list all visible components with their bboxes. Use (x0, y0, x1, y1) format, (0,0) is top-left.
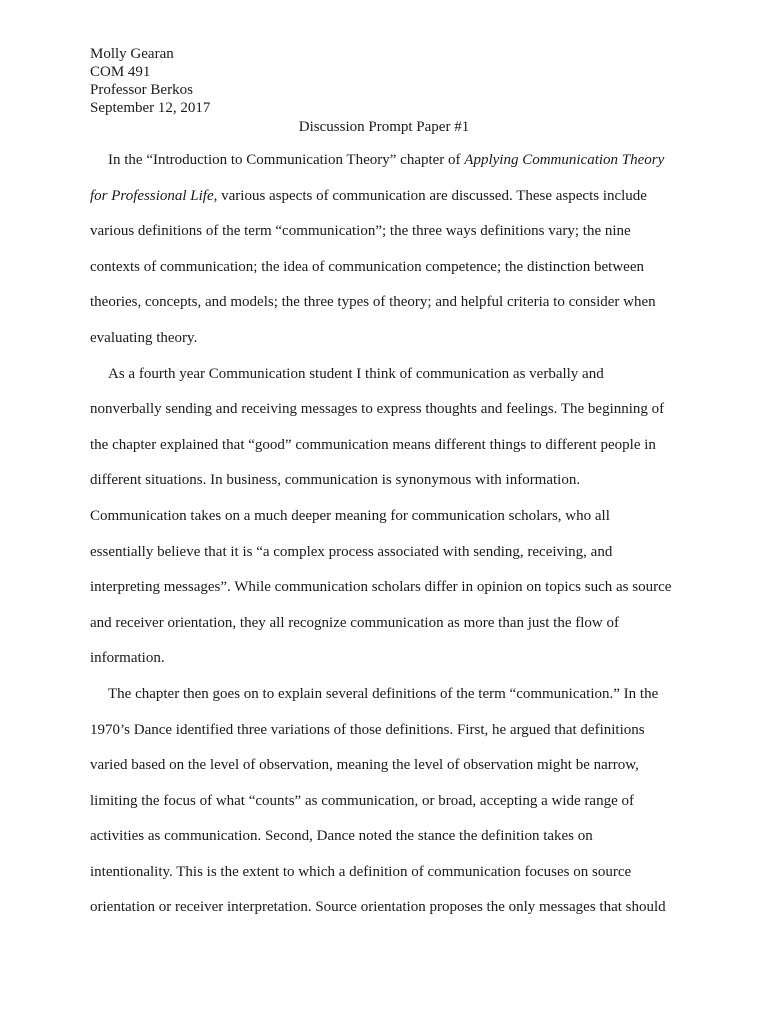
course-code: COM 491 (90, 64, 151, 80)
paragraph-1-intro: In the “Introduction to Communication Theory” chapter of (108, 152, 465, 168)
paragraph-2: As a fourth year Communication student I think of communication as verbally and nonverbally sending and receiving messages to express thoughts and feelings. The beginning of the chapter explained that “good” communication means different things to different people in different situations. In business, communication is synonymous with information. Communication takes on a much deeper meaning for communication scholars, who all essentially believe that it is “a complex process associated with sending, receiving, and interpreting messages”. While communication scholars differ in opinion on topics such as source and receiver orientation, they all recognize communication as more than just the flow of information. (90, 365, 672, 667)
header-block (90, 45, 210, 117)
document-title: Discussion Prompt Paper #1 (298, 119, 470, 135)
paragraph-1-rest: , various aspects of communication are discussed. These aspects include various definitions of the term “communication”; the three ways definitions vary; the nine contexts of communication; the idea of communication competence; the distinction between theories, concepts, and models; the three types of theory; and helpful criteria to consider when evaluating theory. (90, 187, 656, 346)
professor-name: Professor Berkos (90, 82, 193, 98)
book-title: Applying Communication Theory for Professional Life (90, 152, 665, 204)
paragraph-3: The chapter then goes on to explain several definitions of the term “communication.” In the 1970’s Dance identified three variations of those definitions. First, he argued that definitions varied based on the level of observation, meaning the level of observation might be narrow, limiting the focus of what “counts” as communication, or broad, accepting a wide range of activities as communication. Second, Dance noted the stance the definition takes on intentionality. This is the extent to which a definition of communication focuses on source orientation or receiver interpretation. Source orientation proposes the only messages that should (90, 685, 666, 916)
paragraph-1 (90, 143, 676, 357)
date: September 12, 2017 (90, 100, 211, 116)
author-name: Molly Gearan (90, 46, 174, 62)
body-text (90, 143, 676, 926)
